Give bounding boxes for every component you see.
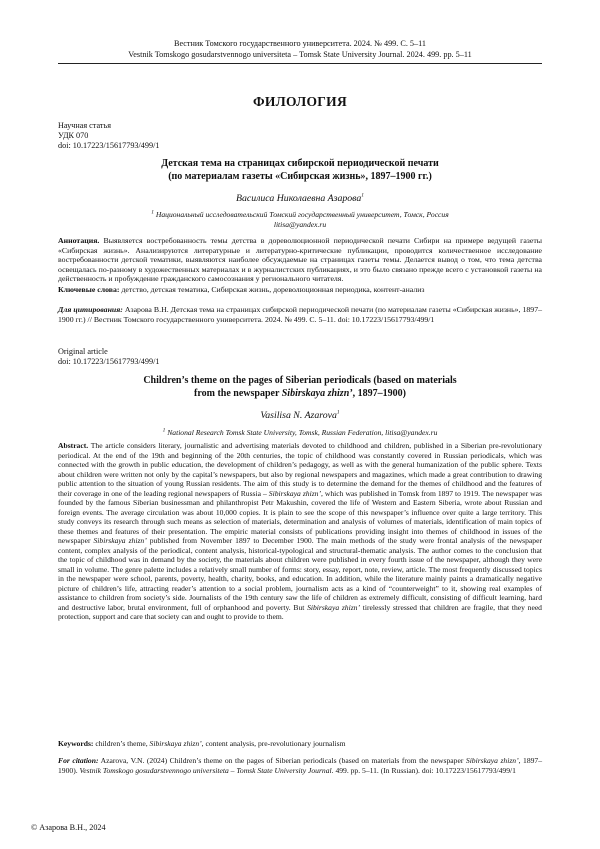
author-en-name: Vasilisa N. Azarova bbox=[260, 410, 337, 421]
title-en-line1: Children’s theme on the pages of Siberian periodicals (based on materials bbox=[143, 375, 457, 386]
affiliation-ru-text: Национальный исследовательский Томский государственный университет, Томск, Россия bbox=[155, 210, 449, 219]
author-ru bbox=[0, 193, 600, 204]
doi-en: doi: 10.17223/15617793/499/1 bbox=[58, 357, 160, 366]
email-ru: litisa@yandex.ru bbox=[273, 219, 327, 229]
citation-ru-text: Азарова В.Н. Детская тема на страницах сибирской периодической печати (по материалам газеты «Сибирская жизнь», 1897–1900 гг.) // Вестник Томского государственного университета. 2024. № 499. С. 5–11. doi: 10.17223/15617793/499/1 bbox=[58, 305, 542, 324]
keywords-en-label: Keywords: bbox=[58, 739, 94, 748]
title-ru-line2: (по материалам газеты «Сибирская жизнь», 1897–1900 гг.) bbox=[168, 171, 432, 182]
citation-ru bbox=[58, 305, 542, 324]
citation-en: For citation: Azarova, V.N. (2024) Children’s theme on the pages of Siberian periodicals (based on materials from the newspaper Sibirskaya zhizn’, 1897–1900). Vestnik Tomskogo gosudarstvennogo universiteta – Tomsk State University Journal. 499. pp. 5–11. (In Russian). doi: 10.17223/15617793/499/1 bbox=[58, 756, 543, 775]
header-rule bbox=[58, 63, 542, 64]
citation-en-label: For citation: bbox=[58, 756, 99, 765]
udk: УДК 070 bbox=[58, 131, 89, 140]
article-type-ru: Научная статья bbox=[58, 121, 111, 130]
section-title: ФИЛОЛОГИЯ bbox=[252, 94, 348, 109]
title-en bbox=[70, 374, 530, 400]
title-ru-line1: Детская тема на страницах сибирской периодической печати bbox=[161, 158, 439, 169]
keywords-ru bbox=[58, 285, 542, 295]
abstract-en-label: Abstract. bbox=[58, 441, 89, 450]
journal-header-ru: Вестник Томского государственного университета. 2024. № 499. С. 5–11 bbox=[173, 39, 426, 48]
title-en-line2: from the newspaper Sibirskaya zhizn’, 1897–1900) bbox=[194, 388, 406, 399]
author-ru-sup: 1 bbox=[361, 192, 364, 199]
abstract-ru-text: Выявляется востребованность темы детства в дореволюционной периодической печати Сибири на примере ведущей газеты «Сибирская жизнь». Анализируются литературные и литературно-критические публикации, проводится количественное исследование востребованности детской тематики, выявляются наиболее обсуждаемые на страницах газеты темы. Делается вывод о том, что тема детства освещалась по-разному в художественных материалах и в журналистских публикациях, и это было связано прежде всего с установкой газеты на действенность и пробуждение гражданского самосознания у регионального читателя. bbox=[58, 236, 542, 284]
aff-en-sup: 1 bbox=[162, 427, 166, 434]
copyright: © Азарова В.Н., 2024 bbox=[31, 823, 106, 832]
abstract-ru bbox=[58, 236, 542, 284]
author-ru-name: Василиса Николаевна Азарова bbox=[235, 193, 362, 204]
affiliation-en bbox=[70, 428, 530, 438]
keywords-en: Keywords: children’s theme, Sibirskaya zhizn’, content analysis, pre-revolutionary journalism bbox=[58, 739, 346, 748]
abstract-ru-label: Аннотация. bbox=[58, 236, 100, 245]
affiliation-en-text: National Research Tomsk State University, Tomsk, Russian Federation, litisa@yandex.ru bbox=[167, 428, 438, 437]
newspaper-name: Sibirskaya zhizn’ bbox=[281, 388, 353, 399]
citation-ru-label: Для цитирования: bbox=[58, 305, 123, 314]
keywords-ru-label: Ключевые слова: bbox=[58, 285, 120, 294]
doi-ru: doi: 10.17223/15617793/499/1 bbox=[58, 141, 160, 150]
article-type-en: Original article bbox=[58, 347, 108, 356]
aff-ru-sup: 1 bbox=[151, 209, 154, 216]
affiliation-ru bbox=[70, 210, 530, 229]
author-en bbox=[0, 410, 600, 421]
keywords-ru-text: детство, детская тематика, Сибирская жизнь, дореволюционная периодика, контент-анализ bbox=[121, 285, 425, 294]
journal-header-en: Vestnik Tomskogo gosudarstvennogo universiteta – Tomsk State University Journal. 2024. 499. pp. 5–11 bbox=[128, 50, 472, 59]
abstract-en: Abstract. The article considers literary, journalistic and advertising materials devoted to childhood and children, published in a Siberian pre-revolutionary periodical. At the end of the 19th and beginning of the 20th centuries, the topic of childhood was constantly covered in Russian periodicals, which was connected with the growth in public education, the development of children’s pedagogy, as well as with the general humanization of the public sphere. Texts about children were written not only by the capital’s newspapers, but also by regional newspapers and magazines, which made a great contribution to drawing public attention to the situation of young Russian residents. The aim of this study is to determine the demand for the themes of childhood and the features of their coverage in one of the leading regional newspapers of Russia – Sibirskaya zhizn’, which was published in Tomsk from 1897 to 1919. The newspaper was founded by the famous Siberian businessman and philanthropist Petr Makushin, covered the life of Western and Eastern Siberia, wrote about Russian and foreign events. The average circulation was about 10,000 copies. It is plain to see the scope of this newspaper’s influence over quite a large territory. This study conveys its research through such means as selection of materials, determination and analysis of volumes of materials, identification of main topics of these themes and features of their presentation. The empiric material consists of publications providing insight into themes of childhood in issues of the newspaper Sibirskaya zhizn’ published from November 1897 to December 1900. The main methods of the study were frontal analysis of the newspaper content, complex analysis of the periodical, content analysis, historical-typological and structural-thematic analysis. The author comes to the conclusion that the topic of childhood was in demand by the society, the materials about children were published in every fourth issue of the newspaper, although they were small in volume. The genre palette includes a relatively small number of forms: story, essay, report, note, review, article. The most frequently discussed topics in the newspaper were school, parents, poverty, health, charity, books, and education. In addition, while the literature mainly paints a dramatically negative picture of children’s life, attracting reader’s attention to a social problem, journalism acts as a kind of “counterweight” to it, showing real examples of assistance to children from society’s side. Journalists of the 19th century saw the life of children as extremely difficult, consisting of difficult learning, hard and destructive labor, brutal environment, full of orphanhood and poverty. But Sibirskaya zhizn’ tirelessly stressed that children are fragile, that they need protection, support and care that society can and ought to provide to them. bbox=[58, 441, 543, 621]
author-en-sup: 1 bbox=[336, 409, 340, 416]
title-ru bbox=[70, 157, 530, 183]
